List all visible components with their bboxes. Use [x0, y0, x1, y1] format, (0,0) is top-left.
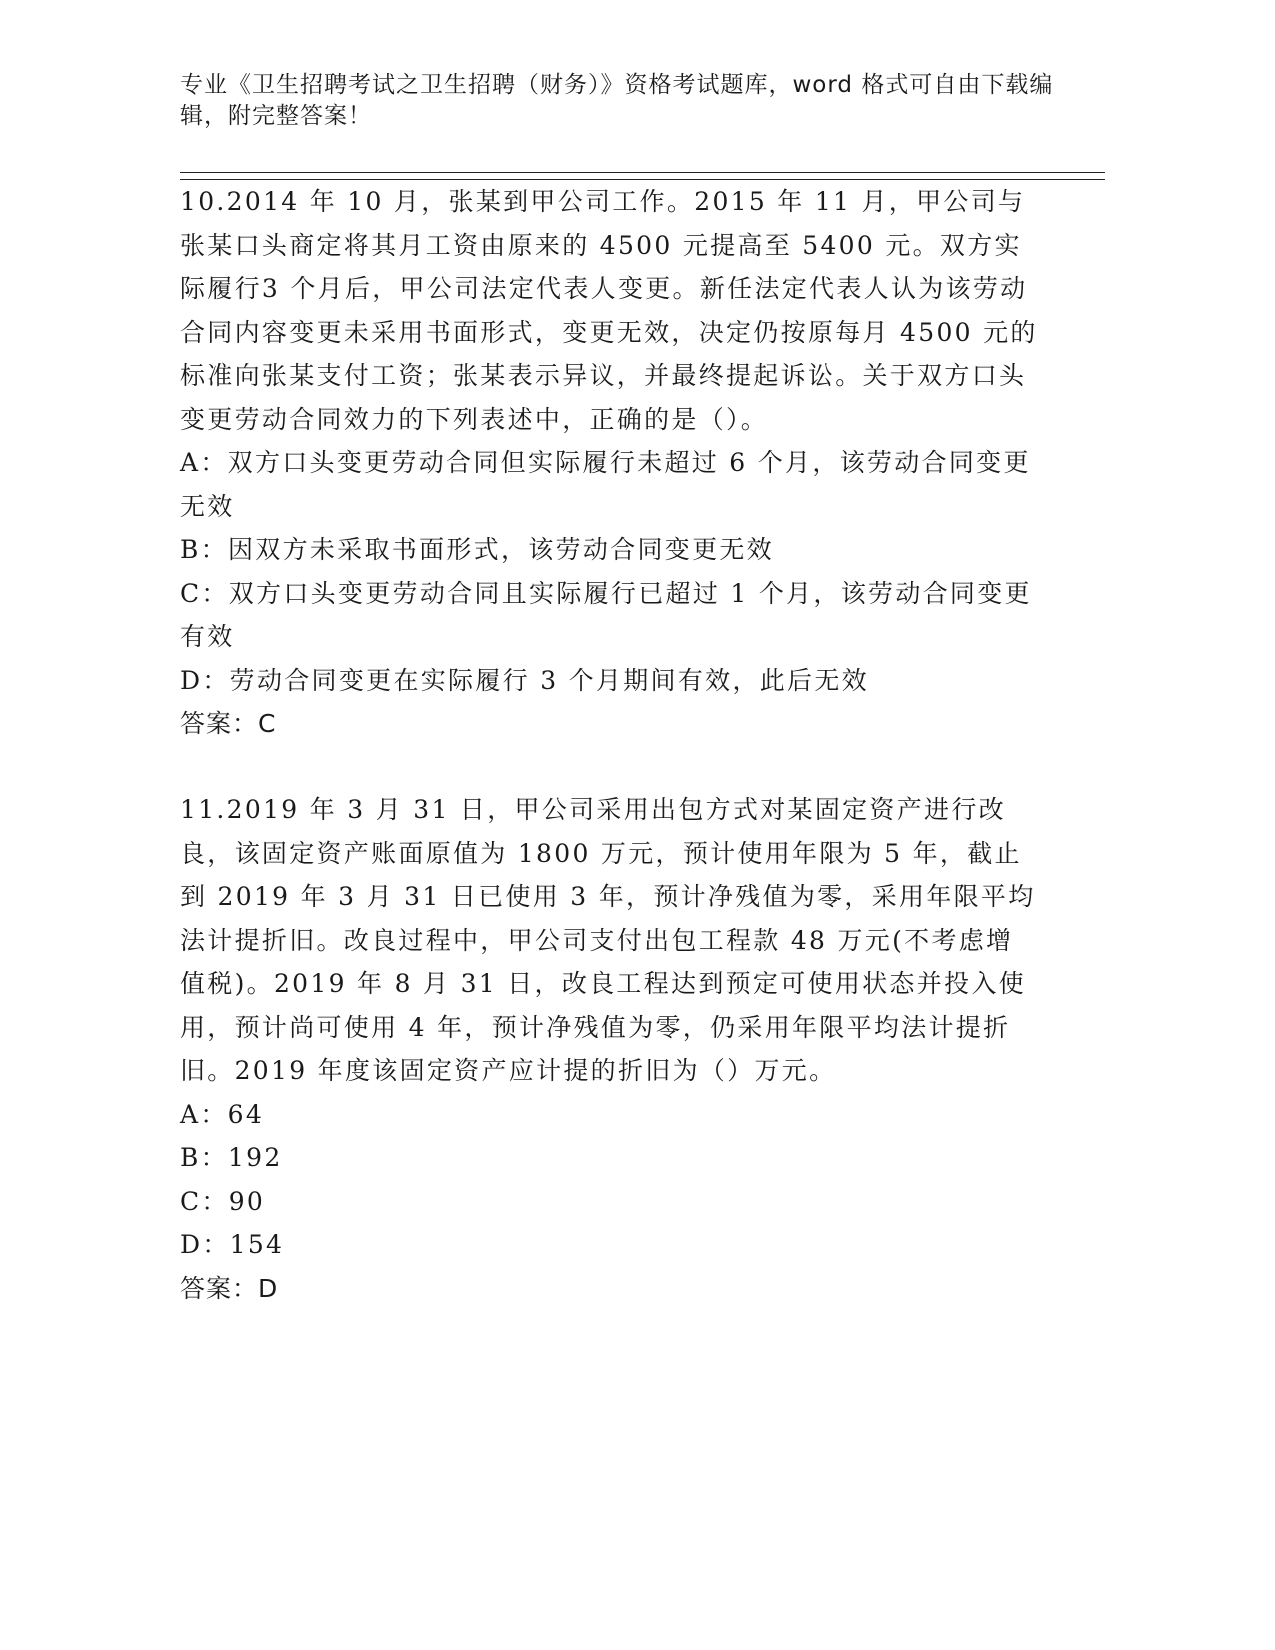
option-b: B：因双方未采取书面形式，该劳动合同变更无效 [180, 535, 774, 564]
question-stem: 11.2019 年 3 月 31 日，甲公司采用出包方式对某固定资产进行改良，该固定资产账面原值为 1800 万元，预计使用年限为 5 年，截止到 2019 年 3 月 31 日已使用 3 年，预计净残值为零，采用年限平均法计提折旧。改良过程中，甲公司支付出包工程款 48 万元(不考虑增值税)。2019 年 8 月 31 日，改良工程达到预定可使用状态并投入使用，预计尚可使用 4 年，预计净残值为零，仍采用年限平均法计提折旧。2019 年度该固定资产应计提的折旧为（）万元。 [180, 795, 1036, 1085]
option-b: B：192 [180, 1143, 283, 1172]
header-divider-top [180, 172, 1105, 173]
option-a: A：64 [180, 1099, 265, 1129]
question-10 [180, 180, 1040, 746]
option-c: C：90 [180, 1186, 266, 1216]
answer-label: 答案：D [180, 1273, 279, 1303]
question-stem: 10.2014 年 10 月，张某到甲公司工作。2015 年 11 月，甲公司与张某口头商定将其月工资由原来的 4500 元提高至 5400 元。双方实际履行3 个月后，甲公司法定代表人变更。新任法定代表人认为该劳动合同内容变更未采用书面形式，变更无效，决定仍按原每月 4500 元的标准向张某支付工资；张某表示异议，并最终提起诉讼。关于双方口头变更劳动合同效力的下列表述中，正确的是（）。 [180, 187, 1038, 434]
option-c: C：双方口头变更劳动合同且实际履行已超过 1 个月，该劳动合同变更有效 [180, 578, 1032, 651]
option-d: D：154 [180, 1230, 285, 1259]
option-a: A：双方口头变更劳动合同但实际履行未超过 6 个月，该劳动合同变更无效 [180, 448, 1031, 521]
option-d: D：劳动合同变更在实际履行 3 个月期间有效，此后无效 [180, 665, 869, 695]
answer-label: 答案：C [180, 709, 277, 738]
header-text: 专业《卫生招聘考试之卫生招聘（财务）》资格考试题库，word 格式可自由下载编辑，附完整答案！ [180, 72, 1054, 129]
document-header [180, 70, 1060, 132]
question-11 [180, 788, 1040, 1310]
